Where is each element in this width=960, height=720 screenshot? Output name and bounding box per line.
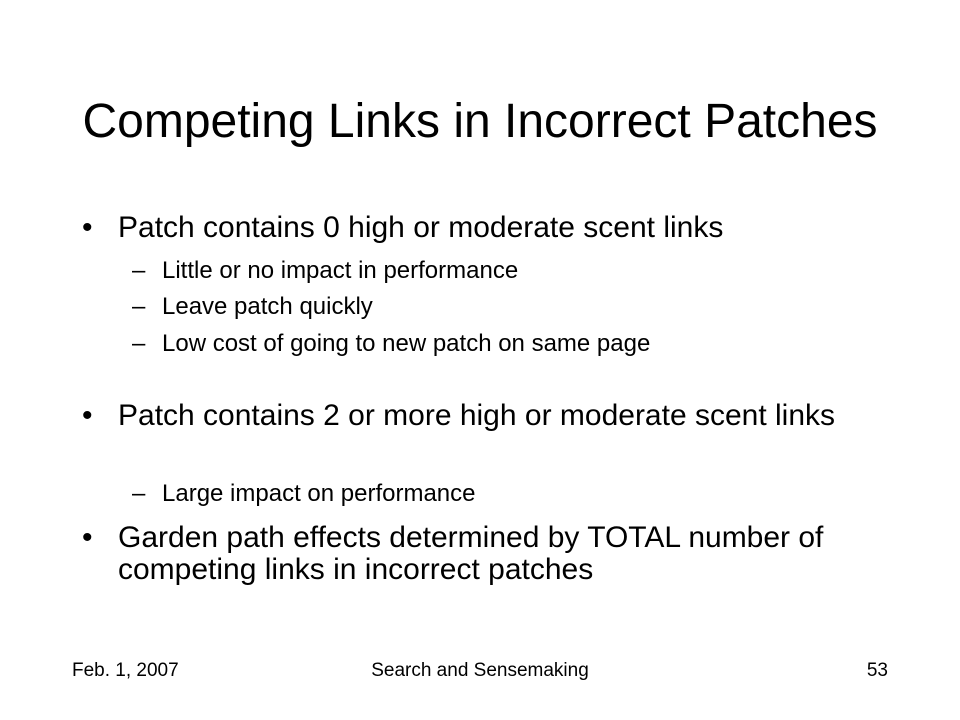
sub-bullet-item [132, 330, 852, 358]
bullet-item [82, 522, 832, 586]
sub-bullet-item [132, 293, 852, 321]
dash-marker: – [132, 257, 146, 284]
slide-number: 53 [866, 660, 888, 681]
sub-bullet-text: Large impact on performance [162, 480, 476, 507]
bullet-item [82, 400, 842, 432]
footer-date: Feb. 1, 2007 [72, 660, 179, 681]
dash-marker: – [132, 293, 146, 320]
sub-bullet-text: Low cost of going to new patch on same page [162, 330, 651, 357]
slide-title: Competing Links in Incorrect Patches [82, 95, 878, 148]
bullet-text: Patch contains 0 high or moderate scent links [118, 211, 724, 244]
bullet-item [82, 212, 862, 244]
footer-course-title: Search and Sensemaking [371, 660, 589, 681]
sub-bullet-text: Little or no impact in performance [162, 257, 519, 284]
bullet-marker: • [82, 211, 93, 244]
sub-bullet-item [132, 257, 852, 285]
bullet-text: Garden path effects determined by TOTAL number of competing links in incorrect patches [118, 521, 824, 586]
sub-bullet-item [132, 480, 852, 508]
bullet-marker: • [82, 521, 93, 554]
bullet-text: Patch contains 2 or more high or moderate scent links [118, 399, 836, 432]
dash-marker: – [132, 330, 146, 357]
dash-marker: – [132, 480, 146, 507]
bullet-marker: • [82, 399, 93, 432]
sub-bullet-text: Leave patch quickly [162, 293, 373, 320]
